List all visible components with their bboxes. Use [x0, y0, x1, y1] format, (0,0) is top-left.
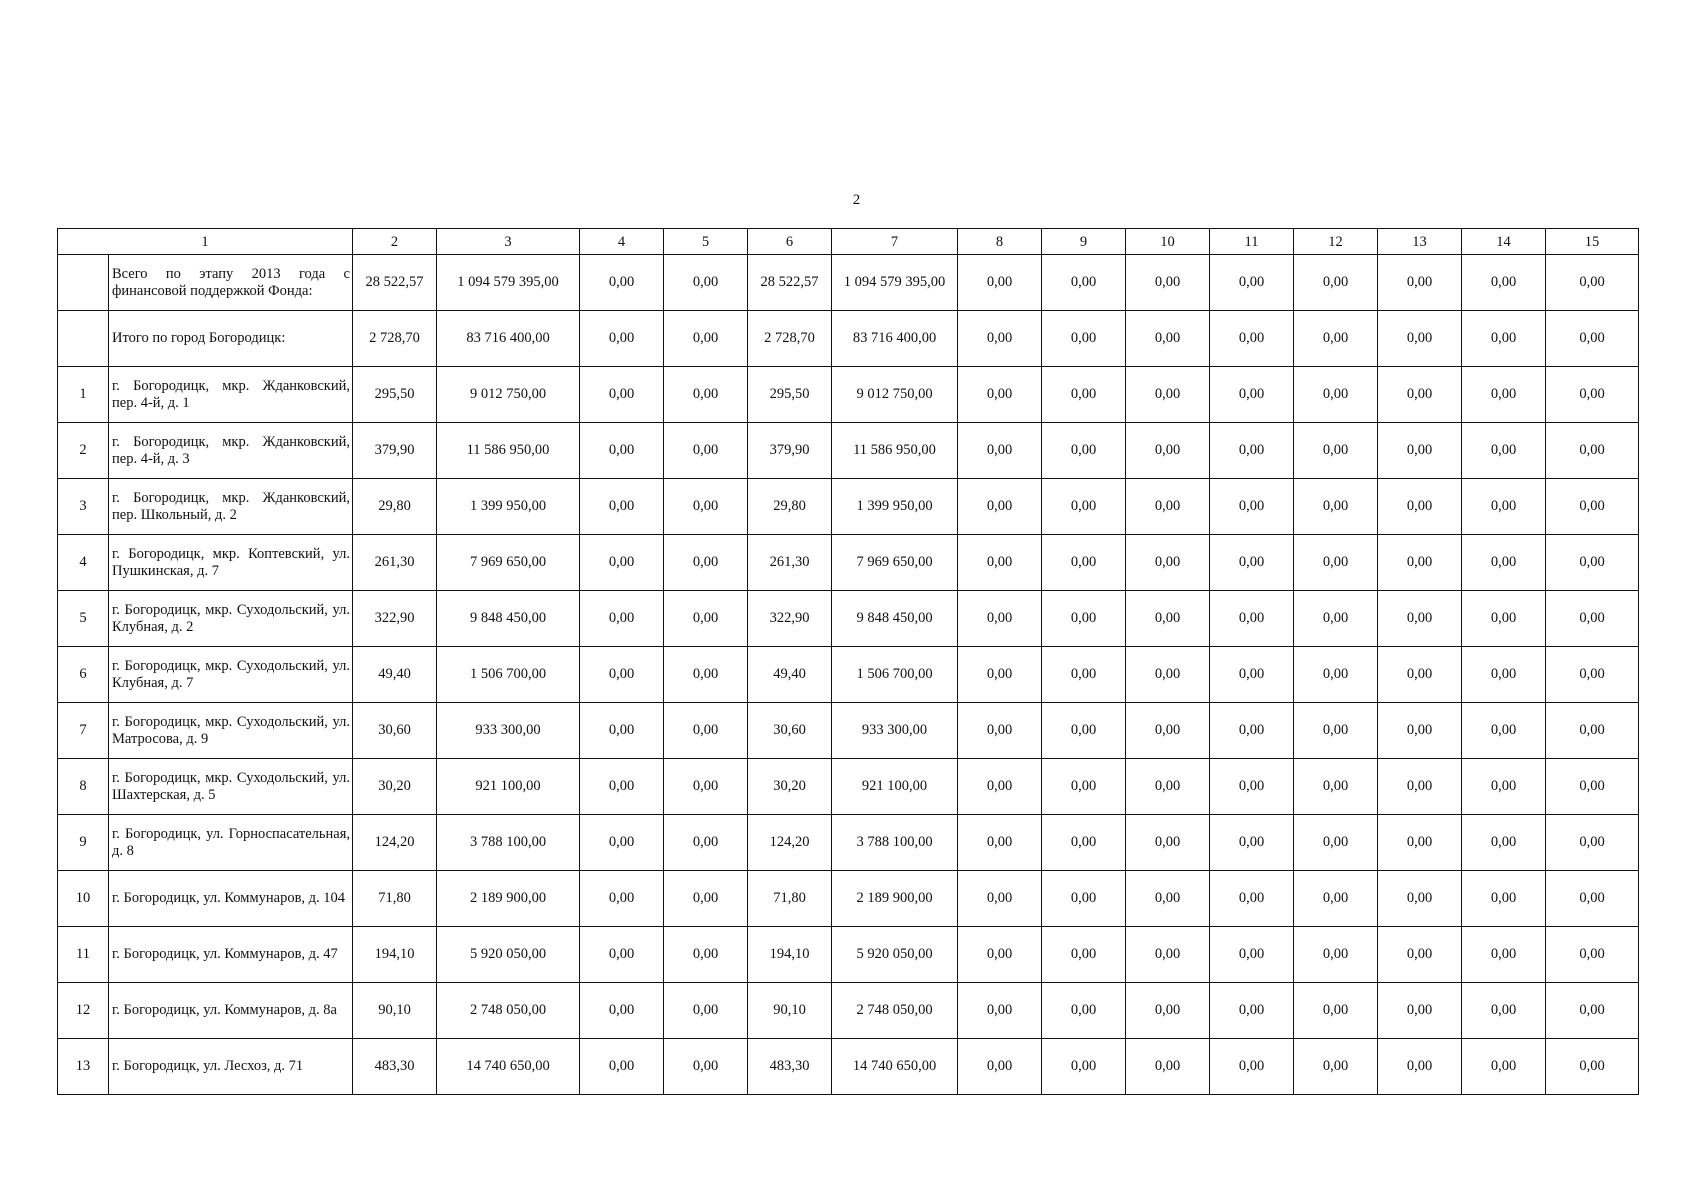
value-cell-col-2: 28 522,57: [353, 255, 437, 311]
value-cell-col-12: 0,00: [1294, 535, 1378, 591]
row-number-cell: 6: [58, 647, 109, 703]
value-cell-col-12: 0,00: [1294, 479, 1378, 535]
value-cell-col-3: 921 100,00: [437, 759, 580, 815]
value-cell-col-4: 0,00: [580, 927, 664, 983]
value-cell-col-14: 0,00: [1462, 1039, 1546, 1095]
value-cell-col-10: 0,00: [1126, 311, 1210, 367]
column-header-11: 11: [1210, 229, 1294, 255]
value-cell-col-12: 0,00: [1294, 647, 1378, 703]
value-cell-col-10: 0,00: [1126, 255, 1210, 311]
value-cell-col-5: 0,00: [664, 871, 748, 927]
value-cell-col-8: 0,00: [958, 927, 1042, 983]
value-cell-col-12: 0,00: [1294, 927, 1378, 983]
value-cell-col-3: 1 399 950,00: [437, 479, 580, 535]
value-cell-col-9: 0,00: [1042, 1039, 1126, 1095]
value-cell-col-3: 1 094 579 395,00: [437, 255, 580, 311]
value-cell-col-3: 11 586 950,00: [437, 423, 580, 479]
value-cell-col-14: 0,00: [1462, 983, 1546, 1039]
value-cell-col-14: 0,00: [1462, 535, 1546, 591]
value-cell-col-13: 0,00: [1378, 759, 1462, 815]
value-cell-col-4: 0,00: [580, 423, 664, 479]
value-cell-col-3: 2 189 900,00: [437, 871, 580, 927]
table-row: [58, 759, 1639, 815]
value-cell-col-12: 0,00: [1294, 703, 1378, 759]
value-cell-col-2: 379,90: [353, 423, 437, 479]
value-cell-col-15: 0,00: [1546, 759, 1639, 815]
value-cell-col-11: 0,00: [1210, 871, 1294, 927]
value-cell-col-11: 0,00: [1210, 535, 1294, 591]
value-cell-col-15: 0,00: [1546, 1039, 1639, 1095]
column-header-15: 15: [1546, 229, 1639, 255]
value-cell-col-7: 7 969 650,00: [832, 535, 958, 591]
value-cell-col-9: 0,00: [1042, 367, 1126, 423]
table-row: [58, 647, 1639, 703]
value-cell-col-8: 0,00: [958, 815, 1042, 871]
value-cell-col-5: 0,00: [664, 255, 748, 311]
value-cell-col-4: 0,00: [580, 1039, 664, 1095]
value-cell-col-14: 0,00: [1462, 479, 1546, 535]
value-cell-col-5: 0,00: [664, 983, 748, 1039]
value-cell-col-15: 0,00: [1546, 311, 1639, 367]
value-cell-col-6: 322,90: [748, 591, 832, 647]
value-cell-col-3: 5 920 050,00: [437, 927, 580, 983]
value-cell-col-8: 0,00: [958, 871, 1042, 927]
value-cell-col-5: 0,00: [664, 1039, 748, 1095]
value-cell-col-13: 0,00: [1378, 311, 1462, 367]
value-cell-col-7: 2 748 050,00: [832, 983, 958, 1039]
value-cell-col-6: 90,10: [748, 983, 832, 1039]
value-cell-col-5: 0,00: [664, 927, 748, 983]
value-cell-col-4: 0,00: [580, 815, 664, 871]
column-header-1: 1: [58, 229, 353, 255]
row-number-cell: 12: [58, 983, 109, 1039]
value-cell-col-11: 0,00: [1210, 311, 1294, 367]
value-cell-col-10: 0,00: [1126, 479, 1210, 535]
value-cell-col-10: 0,00: [1126, 647, 1210, 703]
value-cell-col-9: 0,00: [1042, 871, 1126, 927]
value-cell-col-12: 0,00: [1294, 311, 1378, 367]
value-cell-col-9: 0,00: [1042, 703, 1126, 759]
value-cell-col-12: 0,00: [1294, 423, 1378, 479]
value-cell-col-4: 0,00: [580, 703, 664, 759]
value-cell-col-2: 30,20: [353, 759, 437, 815]
value-cell-col-14: 0,00: [1462, 815, 1546, 871]
value-cell-col-13: 0,00: [1378, 871, 1462, 927]
value-cell-col-15: 0,00: [1546, 927, 1639, 983]
value-cell-col-15: 0,00: [1546, 423, 1639, 479]
value-cell-col-7: 9 012 750,00: [832, 367, 958, 423]
column-header-14: 14: [1462, 229, 1546, 255]
value-cell-col-13: 0,00: [1378, 815, 1462, 871]
row-number-cell: 13: [58, 1039, 109, 1095]
value-cell-col-2: 194,10: [353, 927, 437, 983]
value-cell-col-7: 11 586 950,00: [832, 423, 958, 479]
value-cell-col-9: 0,00: [1042, 647, 1126, 703]
value-cell-col-10: 0,00: [1126, 1039, 1210, 1095]
row-number-cell: 7: [58, 703, 109, 759]
value-cell-col-6: 30,20: [748, 759, 832, 815]
column-header-6: 6: [748, 229, 832, 255]
value-cell-col-8: 0,00: [958, 255, 1042, 311]
value-cell-col-6: 49,40: [748, 647, 832, 703]
table-row: [58, 311, 1639, 367]
value-cell-col-13: 0,00: [1378, 703, 1462, 759]
value-cell-col-2: 261,30: [353, 535, 437, 591]
value-cell-col-14: 0,00: [1462, 311, 1546, 367]
value-cell-col-9: 0,00: [1042, 815, 1126, 871]
value-cell-col-15: 0,00: [1546, 535, 1639, 591]
value-cell-col-8: 0,00: [958, 983, 1042, 1039]
value-cell-col-14: 0,00: [1462, 759, 1546, 815]
value-cell-col-7: 1 506 700,00: [832, 647, 958, 703]
value-cell-col-15: 0,00: [1546, 703, 1639, 759]
value-cell-col-10: 0,00: [1126, 591, 1210, 647]
value-cell-col-12: 0,00: [1294, 815, 1378, 871]
table-row: [58, 479, 1639, 535]
value-cell-col-7: 1 094 579 395,00: [832, 255, 958, 311]
value-cell-col-5: 0,00: [664, 535, 748, 591]
address-cell: г. Богородицк, мкр. Суходольский, ул. Клубная, д. 2: [109, 591, 353, 647]
value-cell-col-15: 0,00: [1546, 647, 1639, 703]
value-cell-col-5: 0,00: [664, 703, 748, 759]
table-row: [58, 983, 1639, 1039]
address-cell: г. Богородицк, мкр. Жданковский, пер. Школьный, д. 2: [109, 479, 353, 535]
value-cell-col-8: 0,00: [958, 311, 1042, 367]
value-cell-col-11: 0,00: [1210, 759, 1294, 815]
value-cell-col-3: 933 300,00: [437, 703, 580, 759]
value-cell-col-5: 0,00: [664, 367, 748, 423]
value-cell-col-11: 0,00: [1210, 591, 1294, 647]
column-header-8: 8: [958, 229, 1042, 255]
column-header-5: 5: [664, 229, 748, 255]
value-cell-col-7: 5 920 050,00: [832, 927, 958, 983]
value-cell-col-7: 2 189 900,00: [832, 871, 958, 927]
table-row: [58, 815, 1639, 871]
value-cell-col-15: 0,00: [1546, 591, 1639, 647]
value-cell-col-3: 9 012 750,00: [437, 367, 580, 423]
value-cell-col-4: 0,00: [580, 255, 664, 311]
value-cell-col-2: 71,80: [353, 871, 437, 927]
value-cell-col-14: 0,00: [1462, 255, 1546, 311]
value-cell-col-15: 0,00: [1546, 983, 1639, 1039]
value-cell-col-2: 295,50: [353, 367, 437, 423]
value-cell-col-8: 0,00: [958, 1039, 1042, 1095]
value-cell-col-9: 0,00: [1042, 311, 1126, 367]
value-cell-col-4: 0,00: [580, 871, 664, 927]
row-number-cell: 4: [58, 535, 109, 591]
value-cell-col-4: 0,00: [580, 591, 664, 647]
value-cell-col-12: 0,00: [1294, 983, 1378, 1039]
value-cell-col-6: 2 728,70: [748, 311, 832, 367]
value-cell-col-6: 483,30: [748, 1039, 832, 1095]
value-cell-col-12: 0,00: [1294, 1039, 1378, 1095]
value-cell-col-13: 0,00: [1378, 255, 1462, 311]
value-cell-col-2: 30,60: [353, 703, 437, 759]
value-cell-col-8: 0,00: [958, 759, 1042, 815]
value-cell-col-5: 0,00: [664, 311, 748, 367]
column-header-2: 2: [353, 229, 437, 255]
value-cell-col-9: 0,00: [1042, 759, 1126, 815]
value-cell-col-2: 124,20: [353, 815, 437, 871]
value-cell-col-5: 0,00: [664, 591, 748, 647]
value-cell-col-2: 90,10: [353, 983, 437, 1039]
table-row: [58, 367, 1639, 423]
row-number-cell: 1: [58, 367, 109, 423]
value-cell-col-11: 0,00: [1210, 983, 1294, 1039]
column-header-10: 10: [1126, 229, 1210, 255]
value-cell-col-10: 0,00: [1126, 367, 1210, 423]
page-number: 2: [852, 192, 861, 208]
value-cell-col-8: 0,00: [958, 591, 1042, 647]
address-cell: г. Богородицк, мкр. Суходольский, ул. Шахтерская, д. 5: [109, 759, 353, 815]
row-number-cell: 10: [58, 871, 109, 927]
value-cell-col-3: 1 506 700,00: [437, 647, 580, 703]
value-cell-col-9: 0,00: [1042, 255, 1126, 311]
address-cell: г. Богородицк, ул. Коммунаров, д. 8а: [109, 983, 353, 1039]
address-cell: г. Богородицк, мкр. Жданковский, пер. 4-й, д. 1: [109, 367, 353, 423]
value-cell-col-13: 0,00: [1378, 1039, 1462, 1095]
value-cell-col-9: 0,00: [1042, 535, 1126, 591]
value-cell-col-10: 0,00: [1126, 927, 1210, 983]
value-cell-col-7: 3 788 100,00: [832, 815, 958, 871]
value-cell-col-13: 0,00: [1378, 479, 1462, 535]
address-cell: Итого по город Богородицк:: [109, 311, 353, 367]
address-cell: г. Богородицк, ул. Коммунаров, д. 104: [109, 871, 353, 927]
value-cell-col-2: 322,90: [353, 591, 437, 647]
row-number-cell: 2: [58, 423, 109, 479]
value-cell-col-10: 0,00: [1126, 703, 1210, 759]
value-cell-col-14: 0,00: [1462, 423, 1546, 479]
column-header-9: 9: [1042, 229, 1126, 255]
table-row: [58, 1039, 1639, 1095]
column-header-13: 13: [1378, 229, 1462, 255]
value-cell-col-3: 14 740 650,00: [437, 1039, 580, 1095]
value-cell-col-6: 28 522,57: [748, 255, 832, 311]
value-cell-col-7: 933 300,00: [832, 703, 958, 759]
row-number-cell: 11: [58, 927, 109, 983]
value-cell-col-14: 0,00: [1462, 647, 1546, 703]
column-header-3: 3: [437, 229, 580, 255]
value-cell-col-3: 3 788 100,00: [437, 815, 580, 871]
value-cell-col-11: 0,00: [1210, 815, 1294, 871]
value-cell-col-13: 0,00: [1378, 983, 1462, 1039]
value-cell-col-15: 0,00: [1546, 479, 1639, 535]
value-cell-col-13: 0,00: [1378, 535, 1462, 591]
value-cell-col-12: 0,00: [1294, 255, 1378, 311]
value-cell-col-14: 0,00: [1462, 367, 1546, 423]
value-cell-col-8: 0,00: [958, 367, 1042, 423]
value-cell-col-8: 0,00: [958, 647, 1042, 703]
value-cell-col-12: 0,00: [1294, 591, 1378, 647]
value-cell-col-10: 0,00: [1126, 815, 1210, 871]
value-cell-col-8: 0,00: [958, 703, 1042, 759]
column-header-12: 12: [1294, 229, 1378, 255]
value-cell-col-13: 0,00: [1378, 647, 1462, 703]
table-row: [58, 255, 1639, 311]
value-cell-col-8: 0,00: [958, 535, 1042, 591]
address-cell: г. Богородицк, ул. Коммунаров, д. 47: [109, 927, 353, 983]
address-cell: г. Богородицк, мкр. Жданковский, пер. 4-й, д. 3: [109, 423, 353, 479]
value-cell-col-7: 83 716 400,00: [832, 311, 958, 367]
value-cell-col-2: 2 728,70: [353, 311, 437, 367]
value-cell-col-10: 0,00: [1126, 871, 1210, 927]
value-cell-col-2: 29,80: [353, 479, 437, 535]
value-cell-col-14: 0,00: [1462, 591, 1546, 647]
value-cell-col-14: 0,00: [1462, 871, 1546, 927]
value-cell-col-8: 0,00: [958, 423, 1042, 479]
value-cell-col-6: 261,30: [748, 535, 832, 591]
value-cell-col-4: 0,00: [580, 479, 664, 535]
value-cell-col-6: 30,60: [748, 703, 832, 759]
value-cell-col-2: 49,40: [353, 647, 437, 703]
value-cell-col-4: 0,00: [580, 535, 664, 591]
row-number-cell: [58, 311, 109, 367]
value-cell-col-12: 0,00: [1294, 367, 1378, 423]
column-header-4: 4: [580, 229, 664, 255]
table-row: [58, 591, 1639, 647]
value-cell-col-4: 0,00: [580, 367, 664, 423]
address-cell: Всего по этапу 2013 года с финансовой поддержкой Фонда:: [109, 255, 353, 311]
value-cell-col-13: 0,00: [1378, 591, 1462, 647]
value-cell-col-10: 0,00: [1126, 423, 1210, 479]
value-cell-col-11: 0,00: [1210, 479, 1294, 535]
table-body: [58, 255, 1639, 1095]
address-cell: г. Богородицк, мкр. Суходольский, ул. Матросова, д. 9: [109, 703, 353, 759]
value-cell-col-9: 0,00: [1042, 927, 1126, 983]
address-cell: г. Богородицк, мкр. Суходольский, ул. Клубная, д. 7: [109, 647, 353, 703]
address-cell: г. Богородицк, мкр. Коптевский, ул. Пушкинская, д. 7: [109, 535, 353, 591]
value-cell-col-3: 2 748 050,00: [437, 983, 580, 1039]
value-cell-col-4: 0,00: [580, 647, 664, 703]
value-cell-col-4: 0,00: [580, 983, 664, 1039]
value-cell-col-13: 0,00: [1378, 423, 1462, 479]
column-header-7: 7: [832, 229, 958, 255]
value-cell-col-4: 0,00: [580, 759, 664, 815]
value-cell-col-11: 0,00: [1210, 927, 1294, 983]
value-cell-col-3: 83 716 400,00: [437, 311, 580, 367]
row-number-cell: 9: [58, 815, 109, 871]
value-cell-col-15: 0,00: [1546, 871, 1639, 927]
value-cell-col-11: 0,00: [1210, 423, 1294, 479]
value-cell-col-8: 0,00: [958, 479, 1042, 535]
value-cell-col-7: 14 740 650,00: [832, 1039, 958, 1095]
address-cell: г. Богородицк, ул. Лесхоз, д. 71: [109, 1039, 353, 1095]
row-number-cell: [58, 255, 109, 311]
value-cell-col-10: 0,00: [1126, 535, 1210, 591]
value-cell-col-9: 0,00: [1042, 479, 1126, 535]
value-cell-col-9: 0,00: [1042, 591, 1126, 647]
value-cell-col-13: 0,00: [1378, 927, 1462, 983]
value-cell-col-6: 124,20: [748, 815, 832, 871]
table-row: [58, 535, 1639, 591]
address-cell: г. Богородицк, ул. Горноспасательная, д. 8: [109, 815, 353, 871]
value-cell-col-10: 0,00: [1126, 759, 1210, 815]
table-row: [58, 423, 1639, 479]
table-row: [58, 927, 1639, 983]
value-cell-col-7: 1 399 950,00: [832, 479, 958, 535]
row-number-cell: 3: [58, 479, 109, 535]
table-row: [58, 871, 1639, 927]
value-cell-col-6: 379,90: [748, 423, 832, 479]
value-cell-col-6: 29,80: [748, 479, 832, 535]
value-cell-col-6: 295,50: [748, 367, 832, 423]
housing-register-table: [57, 228, 1639, 1095]
value-cell-col-4: 0,00: [580, 311, 664, 367]
value-cell-col-6: 71,80: [748, 871, 832, 927]
value-cell-col-5: 0,00: [664, 647, 748, 703]
value-cell-col-7: 9 848 450,00: [832, 591, 958, 647]
value-cell-col-7: 921 100,00: [832, 759, 958, 815]
value-cell-col-11: 0,00: [1210, 1039, 1294, 1095]
header-row: [58, 229, 1639, 255]
table-row: [58, 703, 1639, 759]
value-cell-col-2: 483,30: [353, 1039, 437, 1095]
value-cell-col-3: 9 848 450,00: [437, 591, 580, 647]
value-cell-col-11: 0,00: [1210, 703, 1294, 759]
row-number-cell: 8: [58, 759, 109, 815]
row-number-cell: 5: [58, 591, 109, 647]
value-cell-col-3: 7 969 650,00: [437, 535, 580, 591]
value-cell-col-15: 0,00: [1546, 255, 1639, 311]
column-number-header: [58, 229, 1639, 255]
value-cell-col-15: 0,00: [1546, 815, 1639, 871]
value-cell-col-11: 0,00: [1210, 255, 1294, 311]
value-cell-col-13: 0,00: [1378, 367, 1462, 423]
value-cell-col-11: 0,00: [1210, 367, 1294, 423]
value-cell-col-5: 0,00: [664, 759, 748, 815]
value-cell-col-9: 0,00: [1042, 423, 1126, 479]
value-cell-col-12: 0,00: [1294, 759, 1378, 815]
value-cell-col-14: 0,00: [1462, 703, 1546, 759]
value-cell-col-5: 0,00: [664, 479, 748, 535]
value-cell-col-15: 0,00: [1546, 367, 1639, 423]
value-cell-col-12: 0,00: [1294, 871, 1378, 927]
value-cell-col-5: 0,00: [664, 423, 748, 479]
value-cell-col-5: 0,00: [664, 815, 748, 871]
value-cell-col-6: 194,10: [748, 927, 832, 983]
value-cell-col-9: 0,00: [1042, 983, 1126, 1039]
value-cell-col-10: 0,00: [1126, 983, 1210, 1039]
value-cell-col-11: 0,00: [1210, 647, 1294, 703]
value-cell-col-14: 0,00: [1462, 927, 1546, 983]
